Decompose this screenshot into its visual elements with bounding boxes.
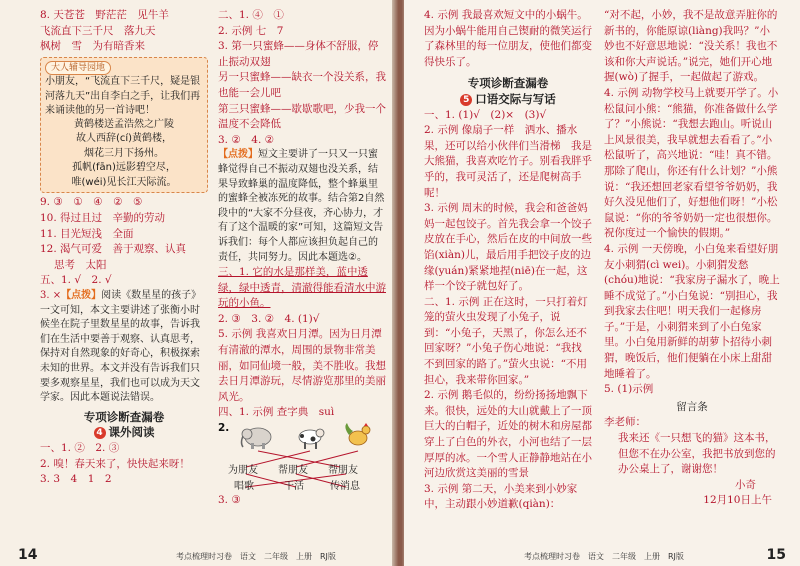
answer-b1: 二、1. 示例 正在这时，一只打着灯笼的萤火虫发现了小兔子，说到：“小兔子，天黑了，你怎么还不回家呀？”小兔子伤心地说：“我找不到回家的路了。”萤火虫说：“不用担心，我来带你回家。” — [424, 295, 588, 386]
answer-f1: 四、1. 示例 查字典 suì — [218, 406, 335, 419]
answer-e2: 2. 示例 七 7 — [218, 24, 284, 37]
answer-s3: 3. 3 4 1 2 — [40, 473, 112, 486]
match-bottom-2: 干活 — [284, 481, 304, 493]
match-bottom-1: 唱歌 — [234, 481, 254, 493]
section-title: 专项诊断查漏卷 — [83, 409, 165, 424]
parent-tip-text: 小朋友，“飞流直下三千尺，疑是银河落九天”出自李白之手，让我们再来诵读他的另一首诗吧！ — [45, 76, 201, 116]
answer-s2: 2. 嗅！春天来了，快快起来呀！ — [40, 457, 190, 470]
elephant-icon — [242, 428, 272, 449]
matching-exercise: 2. 为朋友 帮朋友 帮朋友 唱歌 干活 传消息 — [218, 421, 386, 493]
parent-tip-label: 大人辅导园地 — [45, 61, 111, 75]
parent-tip-box — [40, 57, 208, 194]
answer-e5: 第三只蜜蜂——歇歇歌吧，少我一个温度不会降低 — [218, 102, 386, 131]
answer-a1: 一、1. (1)√ (2)× (3)√ — [424, 108, 547, 121]
page-number-right: 15 — [766, 547, 786, 563]
answer-9: 9. ③ ① ④ ② ⑤ — [40, 196, 143, 209]
answer-5-3: 3. ×【点拨】阅读《数星星的孩子》一文可知，本文主要讲述了张衡小时候坐在院子里数星星的故事，告诉我们在生活中要善于观察、认真思考，保持对自然现象的好奇心，积极探索未知的世界。本文并没有告诉我们只要多观察星星，我们也可以成为天文学家。因此本题说法错误。 — [40, 290, 202, 404]
match-bottom-3: 传消息 — [330, 481, 360, 493]
right-page — [404, 0, 800, 566]
answer-c5: 5. (1)示例 — [604, 383, 654, 396]
section-subtitle-right: 5 口语交际与写话 — [424, 92, 592, 108]
left-page — [0, 0, 396, 566]
right-column-1 — [424, 8, 592, 513]
page-number-left: 14 — [18, 547, 38, 563]
answer-r4: 4. 示例 我最喜欢短文中的小蜗牛。因为小蜗牛能用自己锲耐的微笑运行了森林里的每一位朋友，使他们都变得快乐了。 — [424, 9, 592, 68]
answer-5-1-2: 五、1. √ 2. √ — [40, 274, 112, 287]
poem-line-3: 孤帆(fān)远影碧空尽， — [72, 162, 176, 174]
answer-c3: 4. 示例 一天傍晚，小白兔来看望好朋友小刺猬(cì wei)。小刺猬发愁(chóu)地说：“我家房子漏水了，晚上睡不成觉了。”小白兔说：“别担心，我到我家去住吧！明天我们一起修房子。”于是，小刺猬来到了小白兔家里。小白兔用新鲜的胡萝卜招待小刺猬，晚饭后，他们便躺在小床上甜甜地睡着了。 — [604, 242, 780, 380]
section-title-right: 专项诊断查漏卷 — [467, 76, 549, 91]
answer-11: 11. 目光短浅 全面 — [40, 227, 134, 240]
answer-a2: 2. 示例 像扇子一样 洒水、播水果，还可以给小伙伴们当滑梯 我是大熊猫，我喜欢吃竹子。别看我胖乎乎的，我可灵活了，还是爬树高手呢！ — [424, 124, 592, 199]
answer-8a: 8. 天苍苍 野茫茫 见牛羊 — [40, 9, 169, 21]
poem-line-4: 唯(wéi)见长江天际流。 — [71, 176, 177, 188]
answer-c2: 4. 示例 动物学校马上就要开学了。小松鼠问小熊：“熊猫，你准备做什么学了？”小熊说：“我想去跑山。听说山上风景很美，我早就想去看看了。”小松鼠听了，高兴地说：“哇！真不错。那除了爬山，你还有什么计划？”小熊说：“我还想回老家看望爷爷奶奶，我好久没见他们了，好想他们呀！”小松鼠说：“你的爷爷奶奶一定也很想你。祝你度过一个愉快的假期。” — [604, 86, 779, 240]
answer-s1: 一、1. ② 2. ③ — [40, 441, 120, 454]
message-date: 12月10日上午 — [703, 494, 772, 507]
section-number-badge: 4 — [94, 427, 106, 439]
answer-t5: 5. 示例 我喜欢日月潭。因为日月潭有清澈的潭水，周围的景物非常美丽，如同仙境一般，美不胜收。我想去日月潭游玩，尽情游览那里的美丽风光。 — [218, 328, 386, 403]
left-column-1 — [40, 8, 208, 488]
answer-t2: 2. ③ 3. ② 4. (1)√ — [218, 312, 320, 325]
tip-text: 阅读《数星星的孩子》一文可知，本文主要讲述了张衡小时候坐在院子里数星星的故事，告诉我们在生活中要善于观察、认真思考，保持对自然现象的好奇心，积极探索未知的世界。本文并没有告诉我们只要多观察星星，我们也可以成为天文学家。因此本题说法错误。 — [40, 290, 202, 404]
poem-line-1: 故人西辞(cí)黄鹤楼， — [75, 133, 173, 145]
section-subtitle: 4 课外阅读 — [40, 425, 208, 441]
answer-c1: “对不起，小妙，我不是故意弄脏你的新书的，你能原谅(liàng)我吗？”小妙也不好意思地说：“没关系！我也不该和你大声说话。”说完，她们开心地握(wò)了握手，一起做起了游戏。 — [604, 9, 778, 84]
answer-12b: 思考 太阳 — [54, 258, 107, 271]
answer-e1: 二、1. ④ ① — [218, 9, 284, 21]
cow-icon — [299, 429, 324, 449]
section-number-badge-right: 5 — [460, 94, 472, 106]
poem-title: 黄鹤楼送孟浩然之广陵 — [74, 118, 174, 130]
match-top-1: 为朋友 — [228, 465, 258, 477]
answer-e6: 3. ② 4. ② — [218, 133, 275, 146]
right-column-2 — [604, 8, 780, 509]
poem-line-2: 烟花三月下扬州。 — [84, 147, 164, 159]
footer-left: 考点梳理时习卷 语文 二年级 上册 RJ版 — [176, 552, 336, 561]
match-top-2: 帮朋友 — [278, 465, 308, 477]
answer-e7: 【点拨】短文主要讲了一只又一只蜜蜂觉得自己不振动双翅也没关系，结果导致蜂巢的温度降低，整个蜂巢里的蜜蜂全被冻死的故事。结合第2自然段中的“大家不分昼夜，齐心协力，才有了这个温暖的家”可知，这篇短文告诉我们：每个人都应该担负起自己的责任，共同努力。因此本题选②。 — [218, 149, 385, 263]
answer-f3: 3. ③ — [218, 494, 241, 507]
answer-12a: 12. 渴气可爱 善于观察、认真 — [40, 243, 187, 256]
answer-e3: 3. 第一只蜜蜂——身体不舒服，停止振动双翅 — [218, 40, 379, 68]
tip-tag: 【点拨】 — [61, 290, 102, 302]
answer-b3: 3. 示例 第二天，小美来到小妙家中，主动跟小妙道歉(qiàn)： — [424, 482, 578, 511]
match-top-3: 帮朋友 — [328, 465, 358, 477]
tip-tag-2: 【点拨】 — [218, 149, 258, 161]
rooster-icon — [345, 423, 370, 445]
answer-10: 10. 得过且过 辛勤的劳动 — [40, 212, 166, 225]
answer-8b: 飞流直下三千尺 落九天 — [40, 24, 156, 37]
answer-a3: 3. 示例 周末的时候，我会和爸爸妈妈一起包饺子。首先我会拿一个饺子皮放在手心，然后在皮的中间放一些馅(xiàn)儿，最后用手把饺子皮的边缘(yuán)紧紧地捏(niē)在一起，这样一个饺子就包好了。 — [424, 202, 592, 293]
message-signature: 小奇 — [735, 478, 756, 491]
answer-t1: 三、1. 它的水是那样美，蓝中透绿，绿中透青，清澈得能看清水中游玩的小鱼。 — [218, 266, 386, 310]
answer-8c: 枫树 雪 为有暗香来 — [40, 40, 145, 53]
footer-right: 考点梳理时习卷 语文 二年级 上册 RJ版 — [524, 552, 684, 561]
left-column-2 — [218, 8, 386, 509]
message-greeting: 李老师： — [604, 416, 646, 429]
message-body: 我来还《一只想飞的猫》这本书，但您不在办公室，我把书放到您的办公桌上了，谢谢您！ — [618, 432, 776, 476]
answer-e4: 另一只蜜蜂——缺衣一个没关系，我也能一会儿吧 — [218, 71, 386, 99]
message-title: 留言条 — [676, 400, 708, 413]
answer-b2: 2. 示例 鹅毛似的，纷纷扬扬地飘下来。很快，远处的大山就戴上了一顶巨大的白帽子，近处的树木和房屋都穿上了白色的外衣，小河也结了一层厚厚的冰。一个雪人正静静地站在小河边欣赏这美丽的雪景 — [424, 389, 592, 480]
